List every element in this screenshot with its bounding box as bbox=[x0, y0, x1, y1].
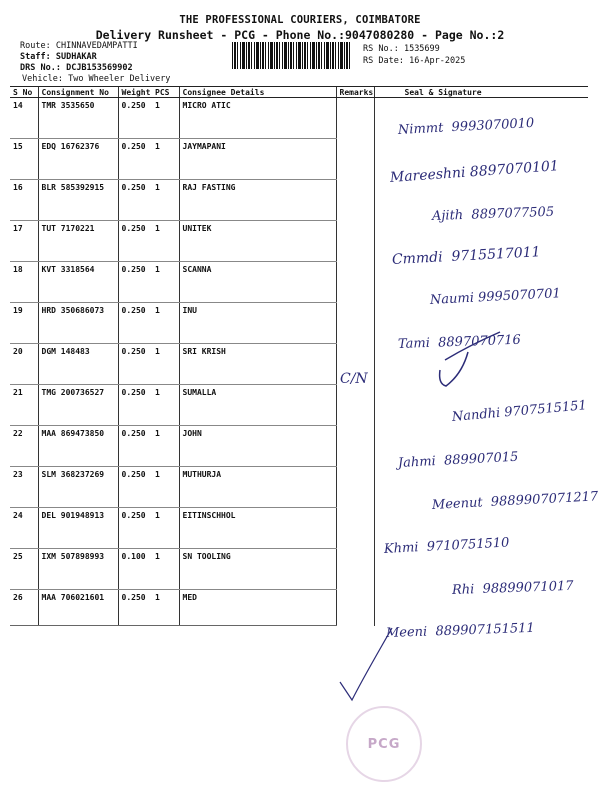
col-header-consignee: Consignee Details bbox=[179, 87, 336, 98]
signature-phone: 889907151511 bbox=[435, 620, 535, 640]
cell-consignment: HRD 350686073 bbox=[38, 303, 118, 344]
cell-consignment: TMR 3535650 bbox=[38, 98, 118, 139]
signature-name: Ajith bbox=[431, 207, 464, 224]
cell-weight: 0.250 bbox=[118, 262, 152, 303]
signature-name: Nandhi bbox=[451, 405, 501, 425]
cell-weight: 0.250 bbox=[118, 344, 152, 385]
cell-pcs: 1 bbox=[152, 221, 179, 262]
col-header-remarks: Remarks bbox=[336, 87, 374, 98]
cell-pcs: 1 bbox=[152, 385, 179, 426]
cell-pcs: 1 bbox=[152, 180, 179, 221]
signature-name: Rhi bbox=[451, 582, 475, 598]
signature-name: Tami bbox=[397, 335, 431, 352]
signature-name: Meenut bbox=[431, 495, 483, 513]
cell-weight: 0.100 bbox=[118, 549, 152, 590]
signature-phone: 8897070716 bbox=[437, 332, 522, 351]
cell-consignment: DGM 148483 bbox=[38, 344, 118, 385]
cell-consignee: JOHN bbox=[179, 426, 336, 467]
col-header-pcs: PCS bbox=[152, 87, 179, 98]
col-header-weight: Weight bbox=[118, 87, 152, 98]
cell-consignee: SCANNA bbox=[179, 262, 336, 303]
cell-sno: 20 bbox=[10, 344, 38, 385]
cell-consignee: MICRO ATIC bbox=[179, 98, 336, 139]
cell-pcs: 1 bbox=[152, 467, 179, 508]
route-label: Route: bbox=[20, 41, 51, 51]
cell-pcs: 1 bbox=[152, 98, 179, 139]
cell-consignment: SLM 368237269 bbox=[38, 467, 118, 508]
signature-name: Jahmi bbox=[397, 454, 437, 471]
cell-consignee: EITINSCHHOL bbox=[179, 508, 336, 549]
cell-weight: 0.250 bbox=[118, 590, 152, 626]
col-header-consignment: Consignment No bbox=[38, 87, 118, 98]
company-title: THE PROFESSIONAL COURIERS, COIMBATORE bbox=[179, 14, 421, 26]
cell-consignee: RAJ FASTING bbox=[179, 180, 336, 221]
runsheet-subtitle: Delivery Runsheet - PCG - Phone No.:9047080280 - Page No.:2 bbox=[95, 28, 505, 42]
cell-weight: 0.250 bbox=[118, 467, 152, 508]
cell-sno: 22 bbox=[10, 426, 38, 467]
signature-phone: 98899071017 bbox=[482, 578, 574, 597]
cell-consignment: TMG 200736527 bbox=[38, 385, 118, 426]
cell-sno: 14 bbox=[10, 98, 38, 139]
rs-no-value: 1535699 bbox=[403, 44, 440, 54]
cell-consignee: INU bbox=[179, 303, 336, 344]
cell-consignment: MAA 706021601 bbox=[38, 590, 118, 626]
signature-phone: 8897077505 bbox=[471, 204, 555, 223]
cell-pcs: 1 bbox=[152, 303, 179, 344]
route-value: CHINNAVEDAMPATTI bbox=[55, 41, 138, 51]
vehicle-value: Two Wheeler Delivery bbox=[68, 74, 171, 84]
col-header-signature: Seal & Signature bbox=[374, 87, 588, 98]
cell-sno: 18 bbox=[10, 262, 38, 303]
cell-consignment: EDQ 16762376 bbox=[38, 139, 118, 180]
handwritten-remark: C/N bbox=[340, 371, 368, 387]
cell-pcs: 1 bbox=[152, 508, 179, 549]
cell-weight: 0.250 bbox=[118, 139, 152, 180]
tick-stroke bbox=[340, 628, 392, 700]
signature-name: Mareeshni bbox=[389, 164, 467, 186]
cell-pcs: 1 bbox=[152, 549, 179, 590]
signature-name: Meeni bbox=[385, 624, 428, 641]
check-stroke bbox=[440, 352, 468, 386]
cell-weight: 0.250 bbox=[118, 180, 152, 221]
rs-date-value: 16-Apr-2025 bbox=[409, 56, 466, 66]
cell-consignee: SN TOOLING bbox=[179, 549, 336, 590]
cell-pcs: 1 bbox=[152, 344, 179, 385]
cell-consignee: UNITEK bbox=[179, 221, 336, 262]
cell-sno: 19 bbox=[10, 303, 38, 344]
cell-sno: 16 bbox=[10, 180, 38, 221]
cell-sno: 17 bbox=[10, 221, 38, 262]
cell-sno: 21 bbox=[10, 385, 38, 426]
cell-consignment: IXM 507898993 bbox=[38, 549, 118, 590]
pcg-seal-stamp bbox=[346, 706, 422, 782]
signature-phone: 9993070010 bbox=[451, 115, 535, 136]
drs-label: DRS No.: bbox=[20, 63, 61, 73]
cell-consignment: TUT 7170221 bbox=[38, 221, 118, 262]
cell-consignee: SUMALLA bbox=[179, 385, 336, 426]
cell-consignee: SRI KRISH bbox=[179, 344, 336, 385]
col-header-sno: S No bbox=[10, 87, 38, 98]
signature-phone: 9715517011 bbox=[451, 244, 541, 265]
cell-consignee: MED bbox=[179, 590, 336, 626]
cell-sno: 25 bbox=[10, 549, 38, 590]
cell-weight: 0.250 bbox=[118, 221, 152, 262]
cell-consignment: MAA 869473850 bbox=[38, 426, 118, 467]
staff-label: Staff: bbox=[20, 52, 51, 62]
cell-sno: 24 bbox=[10, 508, 38, 549]
cell-sno: 26 bbox=[10, 590, 38, 626]
signature-phone: 9707515151 bbox=[503, 398, 588, 421]
strike-stroke bbox=[445, 332, 500, 360]
signature-name: Cmmdi bbox=[391, 249, 444, 268]
cell-pcs: 1 bbox=[152, 426, 179, 467]
signature-name: Khmi bbox=[383, 540, 419, 557]
signature-phone: 889907015 bbox=[443, 449, 519, 469]
cell-weight: 0.250 bbox=[118, 508, 152, 549]
cell-pcs: 1 bbox=[152, 262, 179, 303]
cell-pcs: 1 bbox=[152, 139, 179, 180]
stamp-text: PCG bbox=[367, 736, 401, 752]
rs-no-label: RS No.: bbox=[363, 44, 399, 54]
signature-name: Naumi bbox=[429, 290, 475, 308]
cell-consignee: JAYMAPANI bbox=[179, 139, 336, 180]
cell-consignment: DEL 901948913 bbox=[38, 508, 118, 549]
signature-phone: 9710751510 bbox=[426, 535, 510, 555]
vehicle-label: Vehicle: bbox=[22, 74, 63, 84]
cell-weight: 0.250 bbox=[118, 303, 152, 344]
drs-value: DCJB153569902 bbox=[66, 63, 133, 73]
cell-sno: 23 bbox=[10, 467, 38, 508]
rs-date-label: RS Date: bbox=[363, 56, 404, 66]
cell-weight: 0.250 bbox=[118, 98, 152, 139]
cell-weight: 0.250 bbox=[118, 385, 152, 426]
cell-consignment: KVT 3318564 bbox=[38, 262, 118, 303]
cell-sno: 15 bbox=[10, 139, 38, 180]
cell-weight: 0.250 bbox=[118, 426, 152, 467]
signature-name: Nimmt bbox=[397, 120, 444, 138]
cell-consignee: MUTHURJA bbox=[179, 467, 336, 508]
signature-phone: 9995070701 bbox=[477, 286, 562, 306]
staff-value: SUDHAKAR bbox=[55, 52, 97, 62]
cell-pcs: 1 bbox=[152, 590, 179, 626]
cell-consignment: BLR 585392915 bbox=[38, 180, 118, 221]
signature-phone: 9889907071217 bbox=[490, 489, 599, 510]
signature-phone: 8897070101 bbox=[469, 158, 560, 181]
